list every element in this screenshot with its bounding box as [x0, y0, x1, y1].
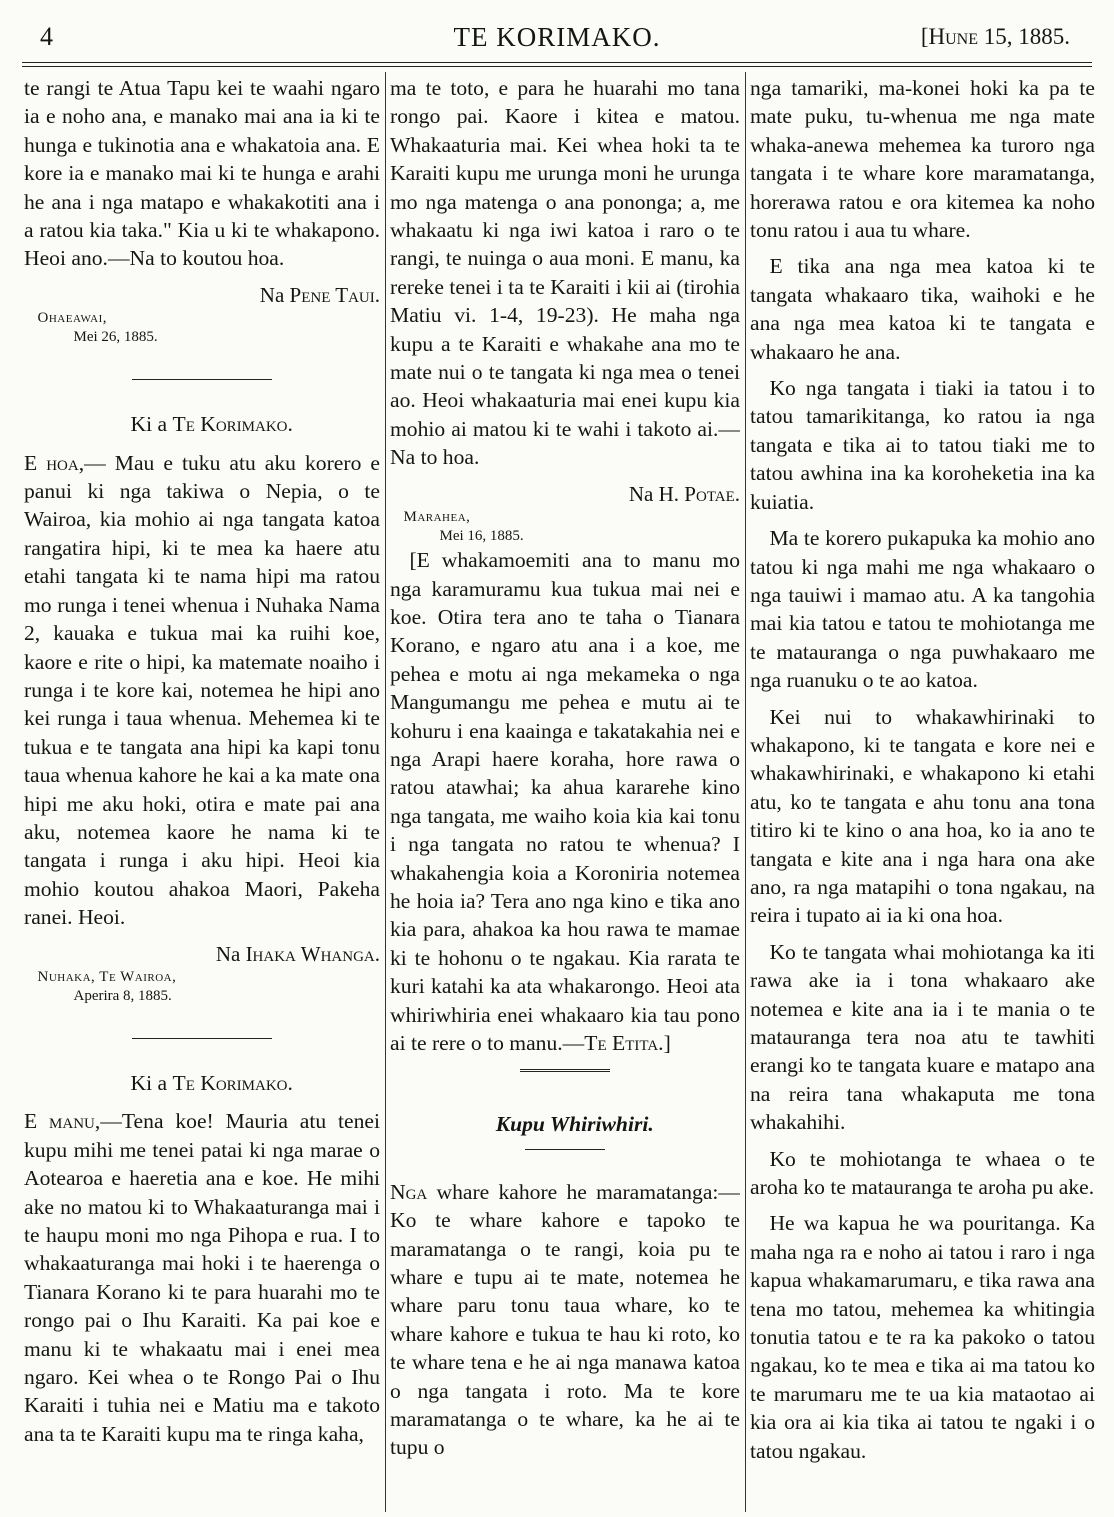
letter-date: Mei 16, 1885.: [439, 528, 524, 545]
letter-place: [24, 968, 380, 986]
signature-name: Ihaka Whanga.: [245, 941, 380, 966]
title-underline: [525, 1149, 605, 1150]
letter-text: —Tena koe! Mauria atu tenei kupu mihi me tenei patai ki nga marae o Aotearoa e haeretia ana e koe. He mihi ake no matou ki to Whakaaturanga mai i te haupu moni mo nga Pihopa e rua. I to whakaaturanga mai hoki i te haerenga o Tianara Korano ki te para huarahi mo te rongo pai o Ihu Karaiti. Ka pai koe e manu ki te whakaatu mai i enei mea ngaro. Kei whea o te Rongo Pai o Ihu Karaiti i tuhia nei e Matiu ma e takoto ana ta te Karaiti kupu ma te ringa kaha,: [24, 1109, 380, 1446]
article-paragraph: Ko te mohiotanga te whaea o te aroha ko te matauranga te aroha pu ake.: [750, 1146, 1095, 1200]
letter-signature: [24, 281, 380, 309]
masthead-title: TE KORIMAKO.: [453, 22, 661, 52]
editor-note-close: ]: [663, 1031, 671, 1055]
letter-place: [390, 508, 740, 526]
letter-signature: [390, 480, 740, 508]
letter-continuation: te rangi te Atua Tapu kei te waahi ngaro ia e noho ana, e manako mai ana ia ki te hunga e tukinotia ana e whakatoia ana. E kore ia e manako mai ki te hunga e arahi he ana i nga matapo e whakakotiti ana i a ratou kia taka." Kia u ki te whakapono. Heoi ano.—Na to koutou hoa.: [24, 76, 380, 271]
place-name: Nuhaka, Te Wairoa,: [37, 968, 177, 985]
column-divider: [745, 72, 746, 1512]
letter-date: Mei 26, 1885.: [73, 329, 158, 346]
page-number: 4: [40, 22, 53, 51]
letter-text: — Mau e tuku atu aku korero e panui ki nga takiwa o Nepia, o te Wairoa, kia mohio ai nga tangata katoa rangatira hipi, ki te mea ka haere atu etahi tangata ki te nama hipi ma ratou mo runga i tenei whenua i Nuhaka Nama 2, kauaka e tukua mai ka ruihi koe, kaore e rite o hipi, ka matemate noaiho i runga i te kore kai, notemea he hipi ano kei runga i taua whenua. Mehemea ki te tukua e te tangata ana hipi ka kapi tonu taua whenua kahore he kai a ka mate ona hipi me aku hoki, otira e mate pai ana aku, notemea kaore he nama ki te tangata i runga i aku hipi. Heoi kia mohio koutou ahakoa Maori, Pakeha ranei. Heoi.: [24, 450, 380, 930]
page-header: [0, 0, 1114, 62]
article-paragraph: E tika ana nga mea katoa ki te tangata whakaaro tika, waihoki e he ana nga mea katoa ki te tangata e whakaaro he ana.: [750, 254, 1095, 364]
column-3: [750, 74, 1095, 1510]
article-paragraph: Kei nui to whakawhirinaki to whakapono, ki te tangata e kore nei e whakawhirinaki, e whakapono ki etahi atu, ko te tangata e ahu tonu ana tona titiro ki te kino o ana hoa, ko ia ano te tangata e kite ana i nga hara ona ake ano, ra nga matapihi o tona ngakau, na reira i tupato ai ia ki ona hoa.: [750, 704, 1095, 928]
header-rule-bottom: [22, 66, 1092, 67]
signature-name: H. Potae.: [658, 481, 740, 506]
column-divider: [385, 72, 386, 1512]
article-paragraph: Ma te korero pukapuka ka mohio ano tatou ki nga mahi me nga whakaaro o nga tauiwi i mamao atu. A ka tangohia mai kia tatou e tatou te mohiotanga me te matauranga o nga puwhakaaro me nga ruanuku o te ao katoa.: [750, 526, 1095, 693]
letter-heading: [24, 1069, 380, 1097]
signature-prefix: Na: [259, 282, 285, 307]
signature-prefix: Na: [628, 481, 654, 506]
letter-place: [24, 309, 380, 327]
column-2: [390, 74, 740, 1510]
signature-prefix: Na: [215, 941, 241, 966]
date-month: Hune: [928, 24, 978, 49]
article-paragraph: Ko te tangata whai mohiotanga ka iti rawa ake ia i tona whakaaro ake notemea e kite ana ia i te mania o te matauranga tera noa atu te tawhiti erangi ko te tangata kuare e matapo ana na reira tana whakaputa me tona whakahihi.: [750, 939, 1095, 1135]
letter-salutation: E hoa,: [24, 450, 85, 475]
section-separator: [132, 1038, 272, 1039]
date-bracket: [: [920, 24, 929, 49]
place-name: Marahea,: [403, 509, 471, 526]
letter-signature: [24, 940, 380, 968]
heading-name: Te Korimako.: [172, 412, 293, 437]
section-separator: [132, 379, 272, 380]
section-title: Kupu Whiriwhiri.: [495, 1112, 654, 1137]
article-body: [390, 1178, 740, 1462]
header-rule-top: [22, 62, 1092, 63]
heading-name: Te Korimako.: [172, 1070, 293, 1095]
heading-prefix: Ki a: [130, 1070, 168, 1095]
editor-signature: Te Etita.: [584, 1031, 664, 1055]
place-name: Ohaeawai,: [37, 310, 108, 327]
editor-note-text: [E whakamoemiti ana to manu mo nga karamuramu kua tukua mai nei e koe. Otira tera ano te taha o Tianara Korano, e ngaro atu ana i a koe, me pehea e motu ai nga mekameka o nga Mangumangu me pehea e mutu ai te kohuru i ena kaainga e takatakahia nei e nga Arapi haere koraha, hore rawa o ratou atawhai; ka ahua kararehe kino nga tangata, me waiho koia kia kai tonu i nga tangata no ratou te whenua? I whakahengia koia a Koroniria notemea he hoia ia? Tera ano nga kino e tika ano kia para, ahakoa ka hou rawa te mamae ki te hohonu o te ngakau. Kia rarata te kuri katahi ka ata whakarongo. Heoi ata whiriwhiria enei whakaaro kia tau pono ai te rere o to manu.—: [390, 548, 740, 1055]
article-lead-word: Nga: [390, 1179, 428, 1204]
letter-date: Aperira 8, 1885.: [73, 987, 172, 1004]
article-paragraph: He wa kapua he wa pouritanga. Ka maha nga ra e noho ai tatou i raro i nga kapua whakamarumaru, e tika rawa ana tena mo tatou, mehemea ka whitingia tonutia tatou e te ra ka pakoko o tatou ngakau, ko te mea e tika ai ma tatou ko te marumaru me te ua kia mataotao ai kia ora ai kia tika ai tatou te ngaki i o tatou ngakau.: [750, 1211, 1095, 1463]
date-rest: 15, 1885.: [978, 24, 1070, 49]
letter-continuation: ma te toto, e para he huarahi mo tana rongo pai. Kaore i kitea e matou. Whakaaturia mai. Kei whea hoki ta te Karaiti kupu me urunga moni he urunga mo nga matenga o ana pononga; a, me whakaatu ki nga iwi katoa i raro o te rangi, te nuinga o aua moni. E manu, ka rereke tenei i ta te Karaiti i kii ai (tirohia Matiu vi. 1-4, 19-23). He maha nga kupu a te Karaiti e whakahe ana mo te mate nui o te tangata ki nga mea o tenei ao. Heoi whakaaturia mai enei kupu kia mohio ai matou ki te wahi i takoto ai.—Na to hoa.: [390, 76, 740, 470]
column-1: [24, 74, 380, 1510]
double-separator: [520, 1069, 610, 1074]
heading-prefix: Ki a: [130, 412, 168, 437]
letter-heading: [24, 410, 380, 438]
letter-salutation: E manu,: [24, 1109, 101, 1134]
issue-date: [921, 24, 1070, 50]
article-text: whare kahore he maramatanga:—Ko te whare kahore e tapoko te maramatanga o te rangi, koia pu te whare e tupu ai te mate, notemea he whare paru tonu taua whare, ko te whare kahore e tukua te hau ki roto, ko te whare tena e he ai nga manawa katoa o nga tangata i roto. Ma te kore maramatanga o te whare, ka he ai te tupu o: [390, 1179, 740, 1460]
letter-body: [24, 449, 380, 932]
signature-name: Pene Taui.: [289, 282, 380, 307]
article-paragraph: Ko nga tangata i tiaki ia tatou i to tatou tamarikitanga, ko ratou ia nga tangata e tika ai to tatou tiaki me to tatou awhina ina ka koroheketia ina ka kuiatia.: [750, 376, 1095, 514]
article-paragraph: nga tamariki, ma-konei hoki ka pa te mate puku, tu-whenua me nga mate whaka-anewa mehemea ka turoro nga tangata i te whare kore maramatanga, horerawa ratou e ora kitemea ka noho tonu ratou i aua tu whare.: [750, 76, 1095, 243]
letter-body: [24, 1107, 380, 1448]
editor-note: [390, 546, 740, 1057]
